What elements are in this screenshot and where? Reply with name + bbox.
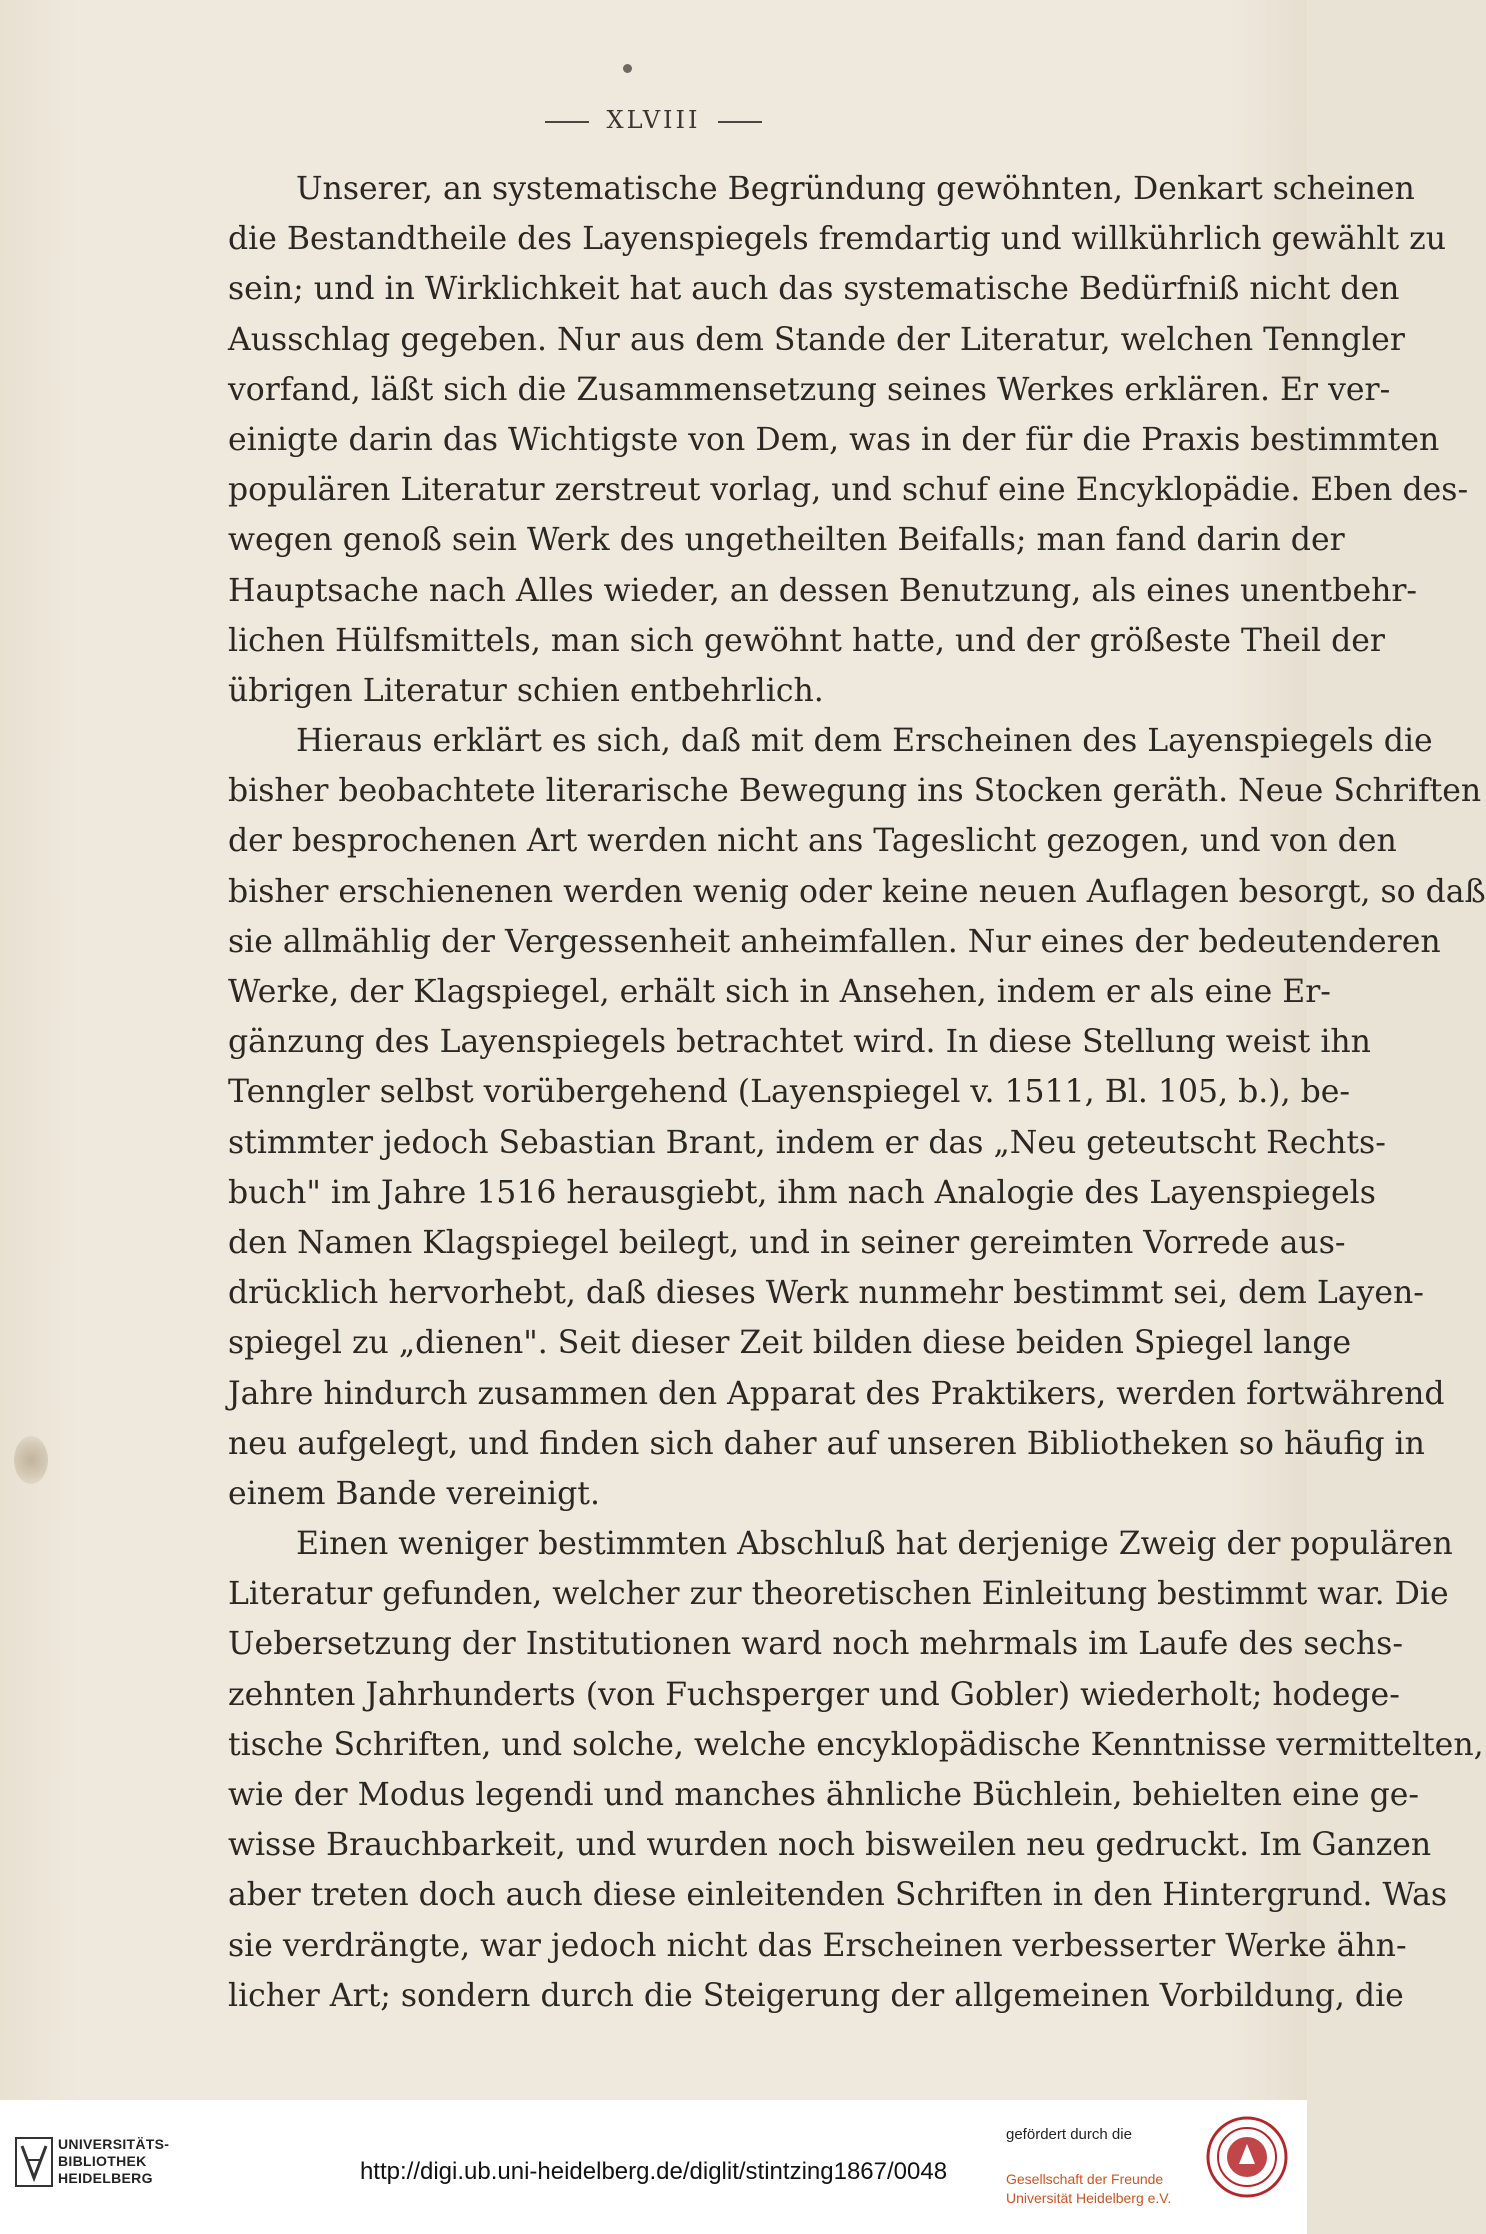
text-line: Werke, der Klagspiegel, erhält sich in Ansehen, indem er als eine Er- — [228, 974, 1331, 1010]
page-number — [0, 106, 1307, 134]
text-line: tische Schriften, und solche, welche encyklopädische Kenntnisse vermittelten, — [228, 1726, 1484, 1763]
text-line: aber treten doch auch diese einleitenden Schriften in den Hintergrund. Was — [228, 1877, 1448, 1914]
text-line: Jahre hindurch zusammen den Apparat des Praktikers, werden fortwährend — [228, 1375, 1445, 1412]
text-line: den Namen Klagspiegel beilegt, und in seiner gereimten Vorrede aus- — [228, 1224, 1346, 1261]
library-line-2: BIBLIOTHEK — [58, 2153, 147, 2169]
text-line: populären Literatur zerstreut vorlag, und schuf eine Encyklopädie. Eben des- — [228, 472, 1469, 509]
page-number-text: XLVIII — [606, 106, 701, 134]
text-line: Unserer, an systematische Begründung gewöhnten, Denkart scheinen — [296, 171, 1415, 207]
ink-speck — [623, 64, 632, 73]
text-line: einigte darin das Wichtigste von Dem, was in der für die Praxis bestimmten — [228, 421, 1440, 458]
text-line: wie der Modus legendi und manches ähnliche Büchlein, behielten eine ge- — [228, 1777, 1420, 1813]
body-text — [228, 164, 1486, 2021]
text-line: Literatur gefunden, welcher zur theoretischen Einleitung bestimmt war. Die — [228, 1576, 1449, 1613]
text-line: Ausschlag gegeben. Nur aus dem Stande der Literatur, welchen Tenngler — [228, 321, 1405, 358]
text-line: licher Art; sondern durch die Steigerung der allgemeinen Vorbildung, die — [228, 1977, 1404, 2014]
text-line: sie verdrängte, war jedoch nicht das Erscheinen verbesserter Werke ähn- — [228, 1927, 1407, 1964]
text-line: wegen genoß sein Werk des ungetheilten Beifalls; man fand darin der — [228, 522, 1345, 559]
sponsor-line-2: Universität Heidelberg e.V. — [1006, 2190, 1172, 2206]
text-line: drücklich hervorhebt, daß dieses Werk nunmehr bestimmt sei, dem Layen- — [228, 1275, 1424, 1312]
text-line: neu aufgelegt, und finden sich daher auf unseren Bibliotheken so häufig in — [228, 1425, 1425, 1462]
text-line: bisher erschienenen werden wenig oder keine neuen Auflagen besorgt, so daß — [228, 873, 1486, 910]
text-line: sie allmählig der Vergessenheit anheimfallen. Nur eines der bedeutenderen — [228, 923, 1441, 960]
text-line: gänzung des Layenspiegels betrachtet wird. In diese Stellung weist ihn — [228, 1024, 1371, 1061]
sponsor-name — [1006, 2170, 1171, 2208]
text-line: die Bestandtheile des Layenspiegels fremdartig und willkührlich gewählt zu — [228, 221, 1446, 258]
text-line: Einen weniger bestimmten Abschluß hat derjenige Zweig der populären — [296, 1526, 1453, 1563]
library-line-3: HEIDELBERG — [58, 2170, 153, 2186]
sponsor-line-1: Gesellschaft der Freunde — [1006, 2171, 1164, 2187]
permalink-url[interactable]: http://digi.ub.uni-heidelberg.de/diglit/stintzing1867/0048 — [359, 2158, 948, 2185]
text-line: Uebersetzung der Institutionen ward noch mehrmals im Laufe des sechs- — [228, 1626, 1403, 1663]
text-line: stimmter jedoch Sebastian Brant, indem er das „Neu geteutscht Rechts- — [228, 1124, 1386, 1161]
text-line: einem Bande vereinigt. — [228, 1475, 600, 1512]
text-line: vorfand, läßt sich die Zusammensetzung seines Werkes erklären. Er ver- — [228, 371, 1391, 408]
text-line: sein; und in Wirklichkeit hat auch das systematische Bedürfniß nicht den — [228, 271, 1400, 308]
university-seal-icon — [1206, 2116, 1288, 2198]
text-line: übrigen Literatur schien entbehrlich. — [228, 672, 824, 709]
text-line: wisse Brauchbarkeit, und wurden noch bisweilen neu gedruckt. Im Ganzen — [228, 1827, 1432, 1864]
paper-stain — [14, 1436, 48, 1484]
library-line-1: UNIVERSITÄTS- — [58, 2136, 170, 2152]
text-line: spiegel zu „dienen". Seit dieser Zeit bilden diese beiden Spiegel lange — [228, 1325, 1352, 1362]
text-line: lichen Hülfsmittels, man sich gewöhnt hatte, und der größeste Theil der — [228, 622, 1385, 659]
sponsor-label: gefördert durch die — [1006, 2126, 1132, 2143]
text-line: zehnten Jahrhunderts (von Fuchsperger und Gobler) wiederholt; hodege- — [228, 1676, 1400, 1713]
text-line: der besprochenen Art werden nicht ans Tageslicht gezogen, und von den — [228, 823, 1397, 860]
text-line: Hieraus erklärt es sich, daß mit dem Erscheinen des Layenspiegels die — [296, 723, 1433, 760]
text-line: buch" im Jahre 1516 herausgiebt, ihm nach Analogie des Layenspiegels — [228, 1174, 1376, 1211]
text-line: Hauptsache nach Alles wieder, an dessen Benutzung, als eines unentbehr- — [228, 572, 1418, 609]
page-number-dash-left — [545, 121, 589, 123]
page-number-dash-right — [718, 121, 762, 123]
text-line: bisher beobachtete literarische Bewegung ins Stocken geräth. Neue Schriften — [228, 773, 1482, 810]
text-line: Tenngler selbst vorübergehend (Layenspiegel v. 1511, Bl. 105, b.), be- — [228, 1074, 1351, 1111]
digitization-footer — [0, 2100, 1307, 2234]
